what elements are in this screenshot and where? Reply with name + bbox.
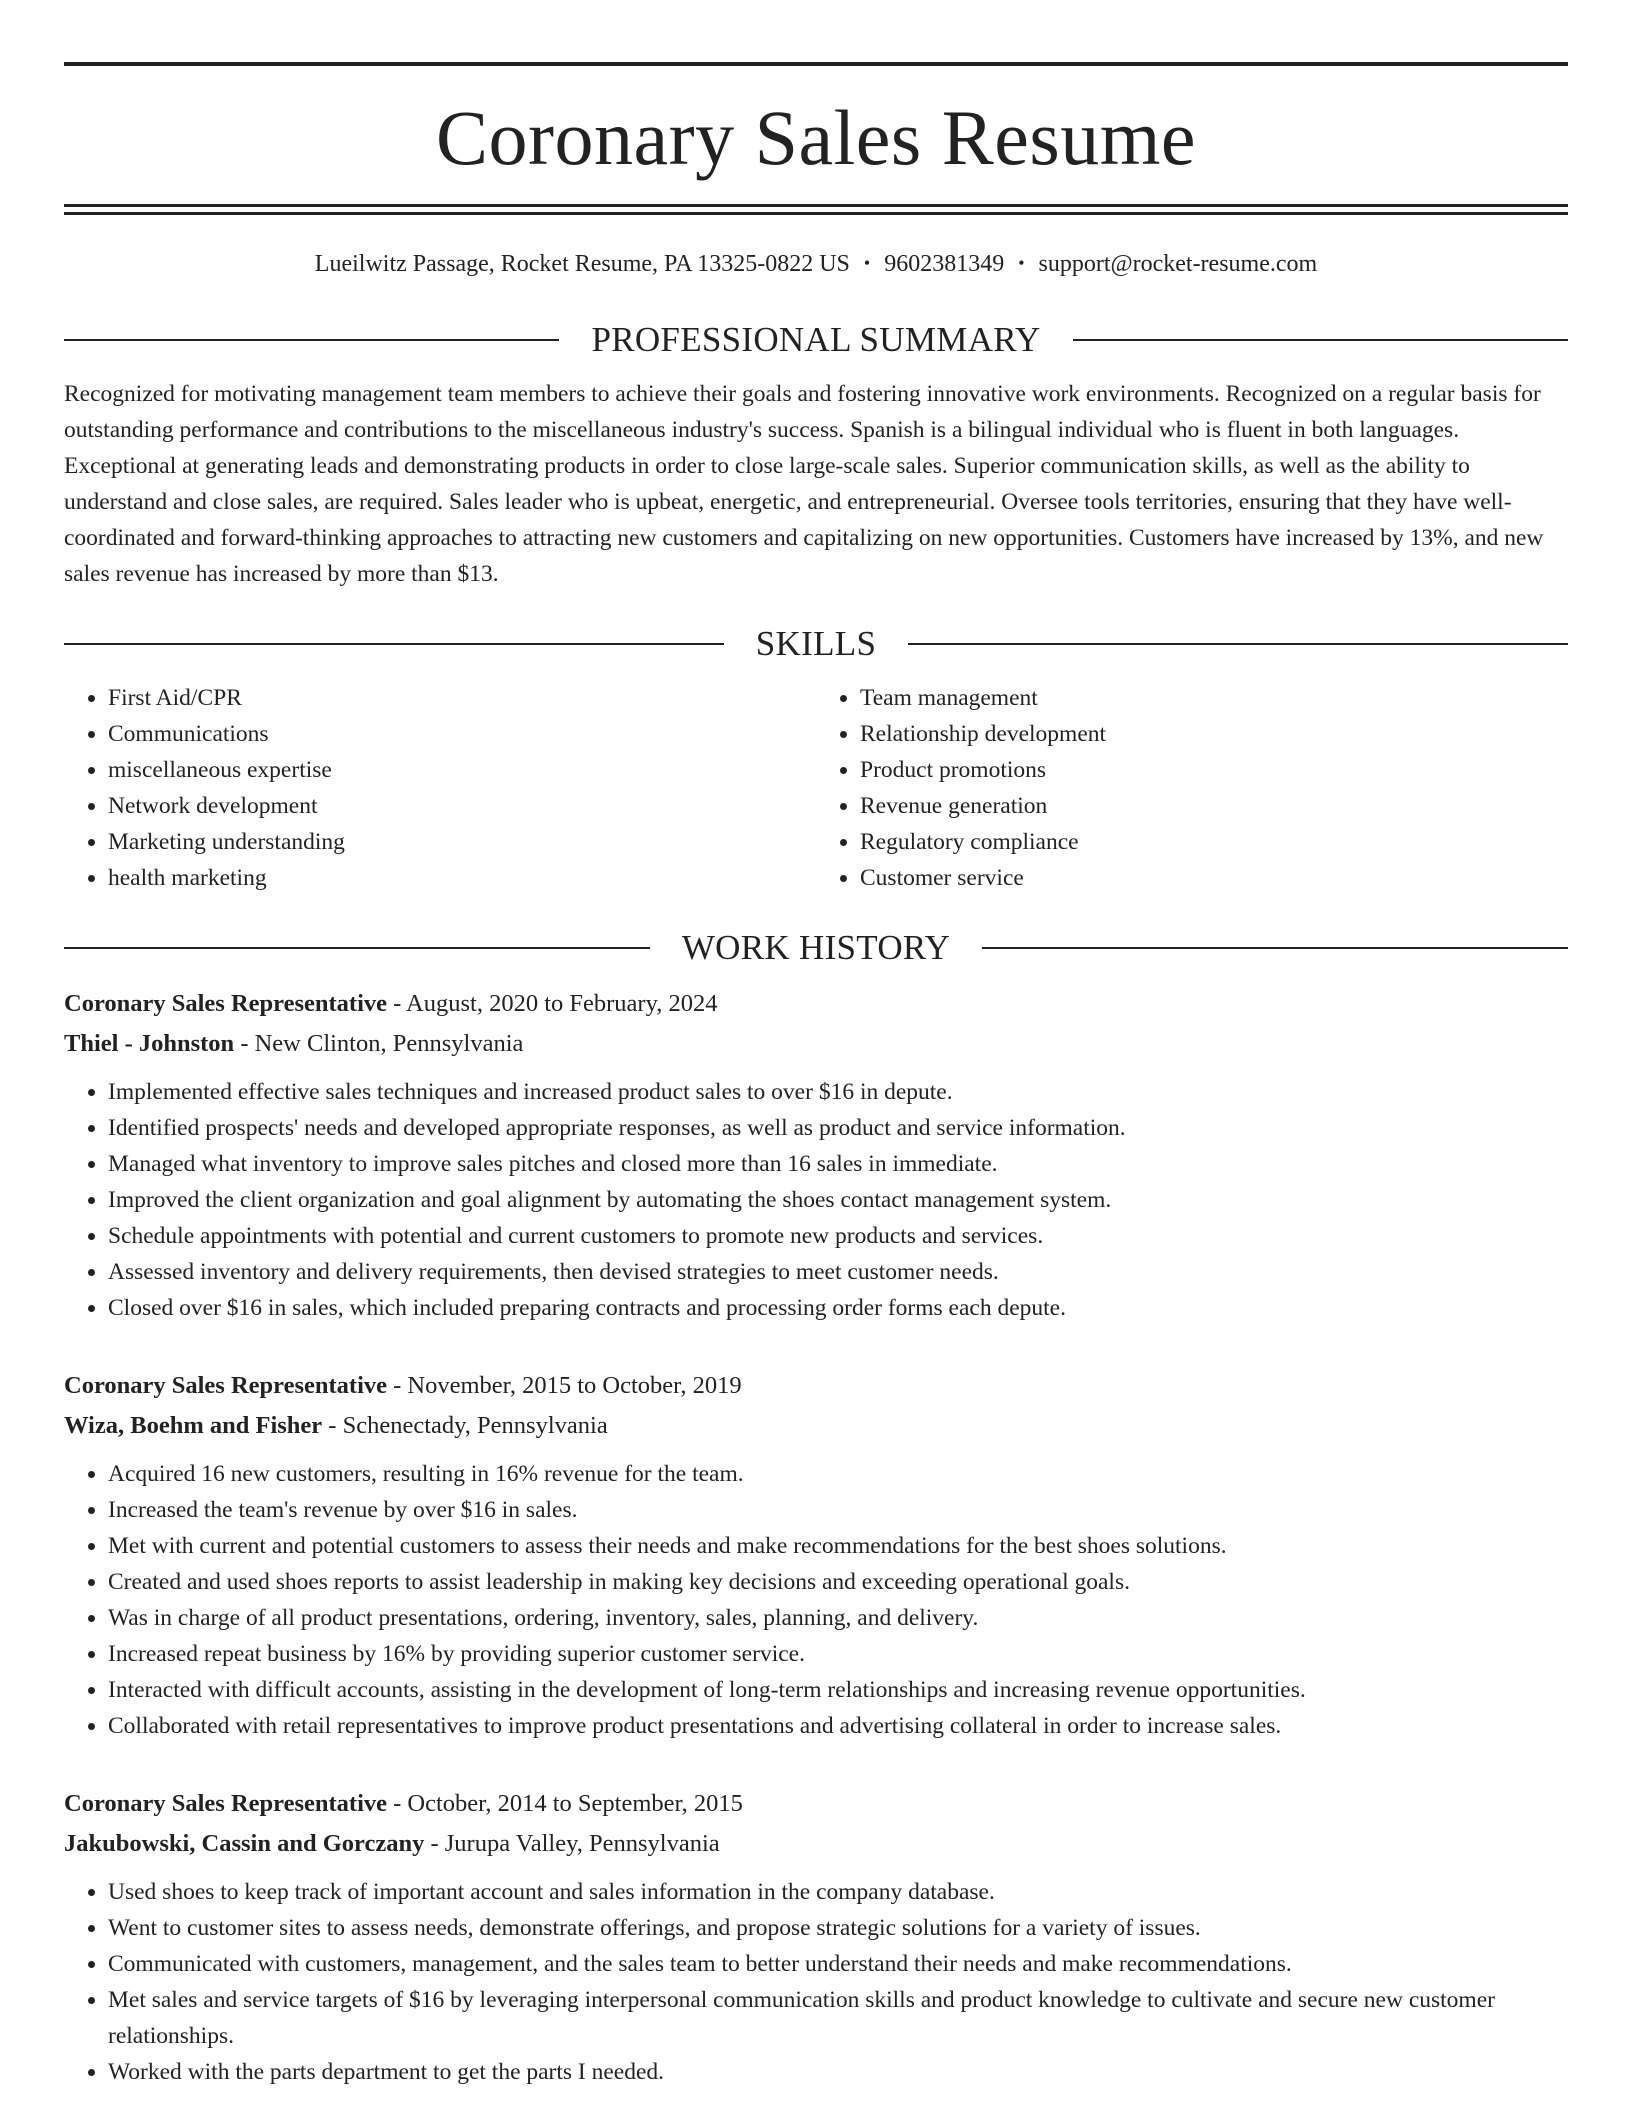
job-entry (64, 1366, 1568, 1744)
job-company: Wiza, Boehm and Fisher (64, 1412, 323, 1439)
job-bullet: • Met with current and potential customers to assess their needs and make recommendations for the best shoes solutions. (108, 1528, 1568, 1564)
job-bullets (64, 1456, 1568, 1744)
job-bullet: • Assessed inventory and delivery requirements, then devised strategies to meet customer needs. (108, 1254, 1568, 1290)
section-title: SKILLS (755, 624, 877, 663)
section-title: PROFESSIONAL SUMMARY (591, 320, 1041, 359)
skill-item: • Communications (108, 716, 816, 752)
job-role-line (64, 984, 1568, 1024)
skill-item: • Marketing understanding (108, 824, 816, 860)
contact-line (64, 249, 1568, 280)
contact-separator: • (1018, 253, 1025, 273)
heading-rule-right (1073, 339, 1568, 341)
skill-item: • Team management (860, 680, 1568, 716)
skills-list-right (816, 680, 1568, 896)
job-role: Coronary Sales Representative (64, 990, 387, 1017)
section-heading-skills (64, 622, 1568, 666)
job-bullet: • Improved the client organization and goal alignment by automating the shoes contact management system. (108, 1182, 1568, 1218)
contact-separator: • (863, 253, 871, 273)
job-bullets (64, 1074, 1568, 1326)
job-bullet: • Managed what inventory to improve sales pitches and closed more than 16 sales in immediate. (108, 1146, 1568, 1182)
skill-item: • Revenue generation (860, 788, 1568, 824)
job-dates: - October, 2014 to September, 2015 (387, 1790, 743, 1817)
skill-item: • miscellaneous expertise (108, 752, 816, 788)
job-bullet: • Met sales and service targets of $16 by leveraging interpersonal communication skills and product knowledge to cultivate and secure new customer relationships. (108, 1982, 1568, 2054)
job-role: Coronary Sales Representative (64, 1790, 387, 1817)
job-location: - New Clinton, Pennsylvania (234, 1030, 524, 1057)
job-company-line (64, 1024, 1568, 1064)
section-title: WORK HISTORY (681, 928, 951, 967)
skills-columns (64, 680, 1568, 896)
job-entry (64, 984, 1568, 1326)
contact-email[interactable]: support@rocket-resume.com (1038, 251, 1318, 277)
job-role-line (64, 1366, 1568, 1406)
job-bullet: • Created and used shoes reports to assist leadership in making key decisions and exceeding operational goals. (108, 1564, 1568, 1600)
heading-rule-right (982, 947, 1568, 949)
section-heading-summary (64, 318, 1568, 362)
skill-item: • Regulatory compliance (860, 824, 1568, 860)
skill-item: • Relationship development (860, 716, 1568, 752)
resume-title: Coronary Sales Resume (435, 94, 1197, 181)
professional-summary-text: Recognized for motivating management team members to achieve their goals and fostering innovative work environments. Recognized on a regular basis for outstanding performance and contributions to the miscellaneous industry's success. Spanish is a bilingual individual who is fluent in both languages. Exceptional at generating leads and demonstrating products in order to close large-scale sales. Superior communication skills, as well as the ability to understand and close sales, are required. Sales leader who is upbeat, energetic, and entrepreneurial. Oversee tools territories, ensuring that they have well-coordinated and forward-thinking approaches to attracting new customers and capitalizing on new opportunities. Customers have increased by 13%, and new sales revenue has increased by more than $13. (64, 381, 1544, 587)
contact-phone: 9602381349 (884, 251, 1005, 277)
job-bullet: • Went to customer sites to assess needs, demonstrate offerings, and propose strategic solutions for a variety of issues. (108, 1910, 1568, 1946)
heading-rule-left (64, 643, 724, 645)
job-bullet: • Interacted with difficult accounts, assisting in the development of long-term relationships and increasing revenue opportunities. (108, 1672, 1568, 1708)
job-bullets (64, 1874, 1568, 2090)
section-heading-work-history (64, 926, 1568, 970)
job-bullet: • Used shoes to keep track of important account and sales information in the company database. (108, 1874, 1568, 1910)
resume-page (64, 0, 1568, 2090)
skill-item: • Product promotions (860, 752, 1568, 788)
contact-address: Lueilwitz Passage, Rocket Resume, PA 13325-0822 US (314, 251, 850, 277)
job-bullet: • Acquired 16 new customers, resulting in 16% revenue for the team. (108, 1456, 1568, 1492)
job-company-line (64, 1824, 1568, 1864)
skills-list-left (64, 680, 816, 896)
job-bullet: • Increased the team's revenue by over $16 in sales. (108, 1492, 1568, 1528)
skill-item: • health marketing (108, 860, 816, 896)
job-bullet: • Identified prospects' needs and developed appropriate responses, as well as product and service information. (108, 1110, 1568, 1146)
job-location: - Schenectady, Pennsylvania (322, 1412, 608, 1439)
job-bullet: • Implemented effective sales techniques and increased product sales to over $16 in depute. (108, 1074, 1568, 1110)
skill-item: • Customer service (860, 860, 1568, 896)
job-bullet: • Collaborated with retail representatives to improve product presentations and advertising collateral in order to increase sales. (108, 1708, 1568, 1744)
job-company: Thiel - Johnston (64, 1030, 235, 1057)
job-dates: - November, 2015 to October, 2019 (387, 1372, 742, 1399)
job-company-line (64, 1406, 1568, 1446)
job-dates: - August, 2020 to February, 2024 (387, 990, 718, 1017)
job-bullet: • Schedule appointments with potential and current customers to promote new products and services. (108, 1218, 1568, 1254)
heading-rule-left (64, 339, 559, 341)
job-bullet: • Closed over $16 in sales, which included preparing contracts and processing order forms each depute. (108, 1290, 1568, 1326)
skill-item: • First Aid/CPR (108, 680, 816, 716)
job-bullet: • Communicated with customers, management, and the sales team to better understand their needs and make recommendations. (108, 1946, 1568, 1982)
heading-rule-right (908, 643, 1568, 645)
title-block (64, 62, 1568, 204)
skill-item: • Network development (108, 788, 816, 824)
job-company: Jakubowski, Cassin and Gorczany (64, 1830, 425, 1857)
job-bullet: • Was in charge of all product presentations, ordering, inventory, sales, planning, and delivery. (108, 1600, 1568, 1636)
job-bullet: • Increased repeat business by 16% by providing superior customer service. (108, 1636, 1568, 1672)
heading-rule-left (64, 947, 650, 949)
job-bullet: • Worked with the parts department to get the parts I needed. (108, 2054, 1568, 2090)
job-location: - Jurupa Valley, Pennsylvania (424, 1830, 720, 1857)
job-entry (64, 1784, 1568, 2090)
job-role: Coronary Sales Representative (64, 1372, 387, 1399)
title-double-rule (64, 204, 1568, 215)
job-role-line (64, 1784, 1568, 1824)
